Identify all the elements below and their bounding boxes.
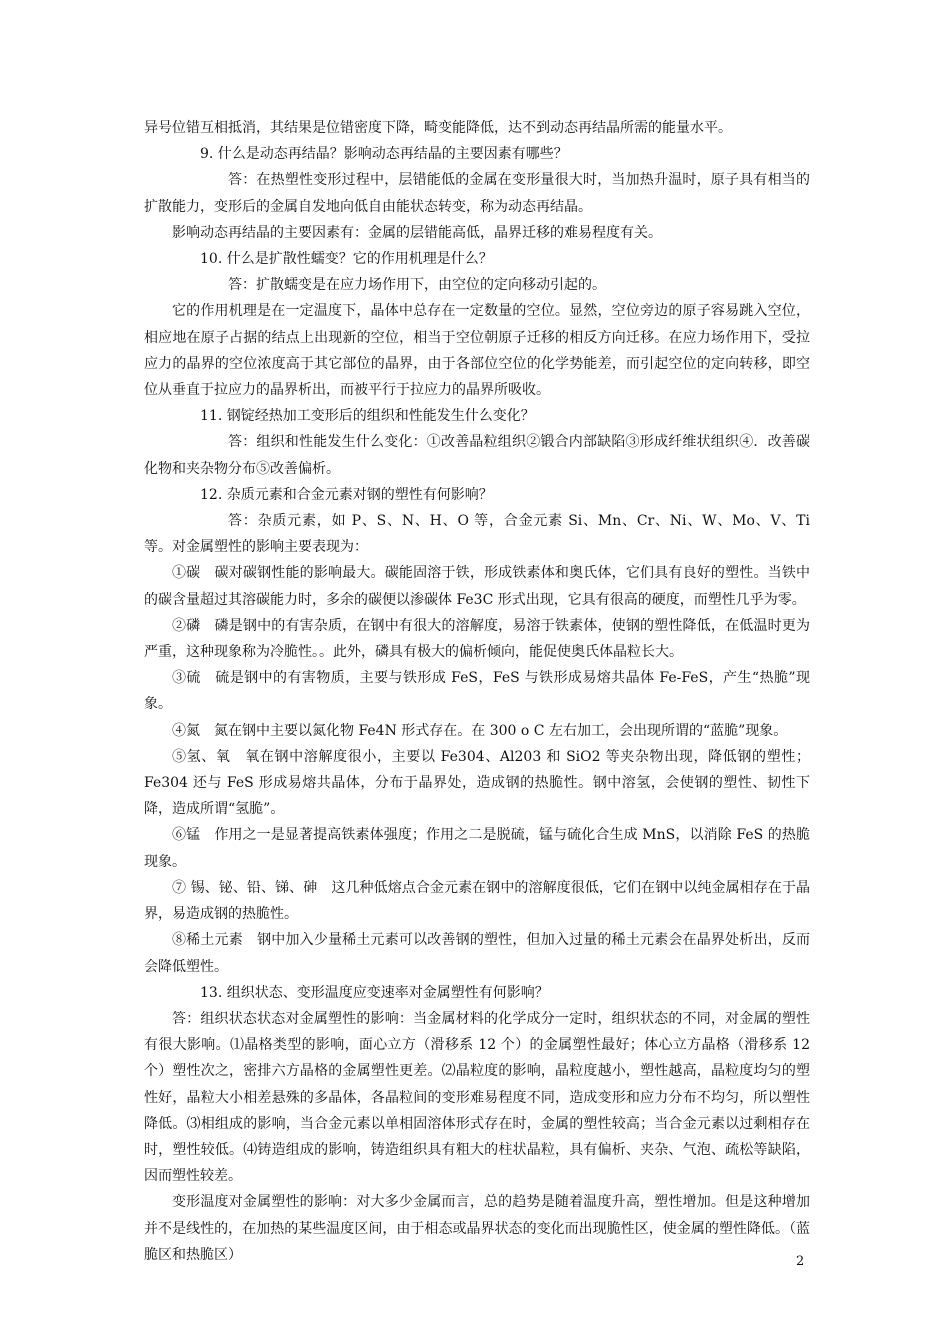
paragraph-continuation: 异号位错互相抵消，其结果是位错密度下降，畸变能降低，达不到动态再结晶所需的能量水平。: [144, 120, 732, 136]
element-phosphorus: ②磷 磷是钢中的有害杂质，在钢中有很大的溶解度，易溶于铁素体，使钢的塑性降低，在低温时更为严重，这种现象称为冷脆性。。此外，磷具有极大的偏析倾向，能促使奥氏体晶粒长大。: [144, 617, 810, 661]
page-number: 2: [796, 1254, 805, 1269]
element-nitrogen: ④氮 氮在钢中主要以氮化物 Fe4N 形式存在。在 300 o C 左右加工，会出现所谓的“蓝脆”现象。: [172, 722, 788, 739]
answer-11: 答：组织和性能发生什么变化：①改善晶粒组织②锻合内部缺陷③形成纤维状组织④．改善碳化物和夹杂物分布⑤改善偏析。: [144, 434, 810, 477]
question-12: 12. 杂质元素和合金元素对钢的塑性有何影响？: [200, 486, 493, 503]
question-11: 11. 钢锭经热加工变形后的组织和性能发生什么变化？: [200, 408, 535, 425]
element-carbon: ①碳 碳对碳钢性能的影响最大。碳能固溶于铁，形成铁素体和奥氏体，它们具有良好的塑性。当铁中的碳含量超过其溶碳能力时，多余的碳便以渗碳体 Fe3C 形式出现，它具有很高的硬度，而塑性几乎为零。: [144, 565, 810, 608]
question-10: 10. 什么是扩散性蠕变？它的作用机理是什么？: [200, 251, 493, 268]
document-body: [144, 115, 810, 1268]
element-sulfur: ③硫 硫是钢中的有害物质，主要与铁形成 FeS，FeS 与铁形成易熔共晶体 Fe-FeS，产生“热脆”现象。: [144, 670, 810, 713]
element-manganese: ⑥锰 作用之一是显著提高铁素体强度；作用之二是脱硫，锰与硫化合生成 MnS，以消除 FeS 的热脆现象。: [144, 827, 810, 870]
element-low-melting-metals: ⑦ 锡、铋、铅、锑、砷 这几种低熔点合金元素在钢中的溶解度很低，它们在钢中以纯金属相存在于晶界，易造成钢的热脆性。: [144, 879, 810, 923]
answer-10: 答：扩散蠕变是在应力场作用下，由空位的定向移动引起的。: [228, 277, 606, 294]
answer-13-temperature: 变形温度对金属塑性的影响：对大多少金属而言，总的趋势是随着温度升高，塑性增加。但是这种增加并不是线性的，在加热的某些温度区间，由于相态或晶界状态的变化而出现脆性区，使金属的塑性降低。（蓝脆区和热脆区）: [144, 1194, 810, 1263]
element-hydrogen-oxygen: ⑤氢、氧 氧在钢中溶解度很小，主要以 Fe304、Al203 和 SiO2 等夹杂物出现，降低钢的塑性；Fe304 还与 FeS 形成易熔共晶体，分布于晶界处，造成钢的热脆性。钢中溶氢，会使钢的塑性、韧性下降，造成所谓“氢脆”。: [144, 748, 810, 818]
answer-9: 答：在热塑性变形过程中，层错能低的金属在变形量很大时，当加热升温时，原子具有相当的扩散能力，变形后的金属自发地向低自由能状态转变，称为动态再结晶。: [144, 172, 810, 215]
answer-9-factors: 影响动态再结晶的主要因素有：金属的层错能高低，晶界迁移的难易程度有关。: [172, 224, 662, 241]
question-13: 13. 组织状态、变形温度应变速率对金属塑性有何影响？: [200, 984, 549, 1001]
answer-12: 答：杂质元素，如 P、S、N、H、O 等，合金元素 Si、Mn、Cr、Ni、W、Mo、V、Ti 等。对金属塑性的影响主要表现为：: [144, 513, 810, 556]
answer-10-mechanism: 它的作用机理是在一定温度下，晶体中总存在一定数量的空位。显然，空位旁边的原子容易跳入空位，相应地在原子占据的结点上出现新的空位，相当于空位朝原子迁移的相反方向迁移。在应力场作用下，受拉应力的晶界的空位浓度高于其它部位的晶界，由于各部位空位的化学势能差，而引起空位的定向转移，即空位从垂直于拉应力的晶界析出，而被平行于拉应力的晶界所吸收。: [144, 303, 810, 399]
question-9: 9. 什么是动态再结晶？影响动态再结晶的主要因素有哪些？: [200, 146, 568, 163]
element-rare-earth: ⑧稀土元素 钢中加入少量稀土元素可以改善钢的塑性，但加入过量的稀土元素会在晶界处析出，反而会降低塑性。: [144, 932, 810, 975]
answer-13-structure: 答：组织状态状态对金属塑性的影响：当金属材料的化学成分一定时，组织状态的不同，对金属的塑性有很大影响。⑴晶格类型的影响，面心立方（滑移系 12 个）的金属塑性最好；体心立方晶格（滑移系 12 个）塑性次之，密排六方晶格的金属塑性更差。⑵晶粒度的影响，晶粒度越小，塑性越高，晶粒度均匀的塑性好，晶粒大小相差悬殊的多晶体，各晶粒间的变形难易程度不同，造成变形和应力分布不均匀，所以塑性降低。⑶相组成的影响，当合金元素以单相固溶体形式存在时，金属的塑性较高；当合金元素以过剩相存在时，塑性较低。⑷铸造组成的影响，铸造组织具有粗大的柱状晶粒，具有偏析、夹杂、气泡、疏松等缺陷，因而塑性较差。: [144, 1010, 810, 1185]
